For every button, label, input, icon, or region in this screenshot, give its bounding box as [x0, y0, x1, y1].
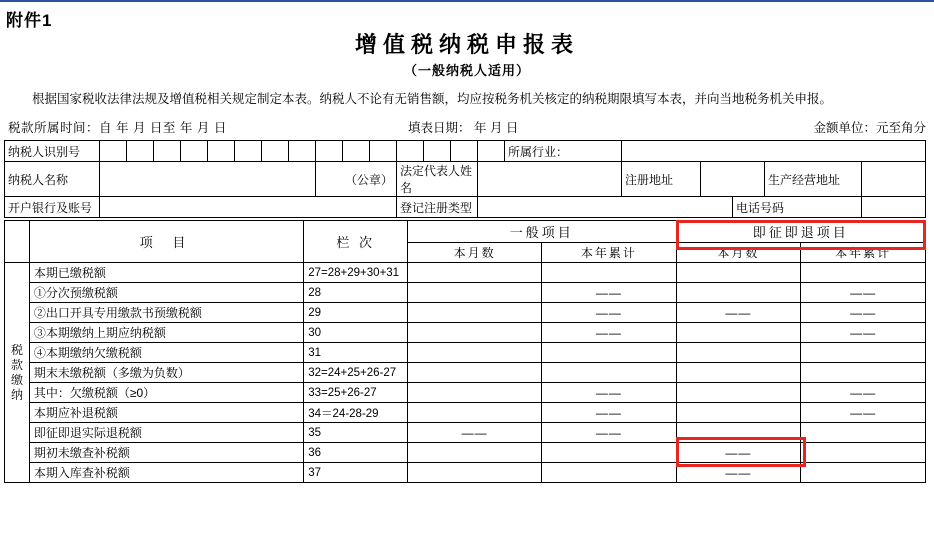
taxpayer-id-box-7[interactable]	[262, 141, 289, 162]
amount-unit-label: 金额单位：元至角分	[813, 121, 926, 135]
cell-general-month[interactable]	[408, 283, 542, 303]
row-lan: 29	[304, 303, 408, 323]
row-lan: 28	[304, 283, 408, 303]
cell-refund-month[interactable]	[676, 363, 801, 383]
taxpayer-id-box-12[interactable]	[397, 141, 424, 162]
table-row	[5, 443, 926, 463]
page-title: 增值税纳税申报表	[354, 32, 579, 58]
industry-label: 所属行业：	[505, 141, 622, 162]
cell-refund-year[interactable]: ——	[801, 383, 926, 403]
cell-refund-year[interactable]	[801, 343, 926, 363]
table-row	[5, 323, 926, 343]
top-divider	[0, 0, 934, 2]
row-item-label: ④本期缴纳欠缴税额	[29, 343, 303, 363]
cell-general-year[interactable]	[542, 263, 676, 283]
cell-general-month[interactable]	[408, 263, 542, 283]
taxpayer-id-box-15[interactable]	[478, 141, 505, 162]
cell-general-year[interactable]	[542, 443, 676, 463]
phone-label: 电话号码	[733, 197, 862, 218]
header-fields-table	[4, 140, 926, 218]
taxpayer-id-box-13[interactable]	[424, 141, 451, 162]
column-group-refund: 即征即退项目	[676, 221, 925, 243]
phone-value[interactable]	[862, 197, 926, 218]
cell-general-year[interactable]: ——	[542, 323, 676, 343]
cell-general-month[interactable]: ——	[408, 423, 542, 443]
cell-refund-year[interactable]	[801, 423, 926, 443]
registration-type-value[interactable]	[478, 197, 733, 218]
row-item-label: 期末未缴税额（多缴为负数）	[29, 363, 303, 383]
bank-account-value[interactable]	[100, 197, 397, 218]
cell-general-month[interactable]	[408, 323, 542, 343]
row-item-label: 本期应补退税额	[29, 403, 303, 423]
side-label-text: 税款缴纳	[10, 342, 23, 402]
taxpayer-id-box-3[interactable]	[154, 141, 181, 162]
cell-refund-month[interactable]	[676, 343, 801, 363]
taxpayer-name-value[interactable]	[100, 162, 316, 197]
table-row	[5, 303, 926, 323]
registration-type-label: 登记注册类型	[397, 197, 478, 218]
tax-period-label: 税款所属时间：自 年 月 日至 年 月 日	[8, 121, 227, 135]
main-data-table	[4, 220, 926, 483]
table-row	[5, 197, 926, 218]
table-row	[5, 383, 926, 403]
row-item-label: 期初未缴查补税额	[29, 443, 303, 463]
cell-refund-year[interactable]	[801, 263, 926, 283]
table-row	[5, 162, 926, 197]
subheader-refund-year: 本年累计	[801, 243, 926, 263]
taxpayer-id-box-6[interactable]	[235, 141, 262, 162]
cell-refund-month[interactable]	[676, 263, 801, 283]
row-lan: 35	[304, 423, 408, 443]
taxpayer-id-box-4[interactable]	[181, 141, 208, 162]
cell-refund-month[interactable]	[676, 423, 801, 443]
cell-refund-month[interactable]: ——	[676, 303, 801, 323]
cell-refund-month[interactable]	[676, 323, 801, 343]
cell-refund-year[interactable]: ——	[801, 323, 926, 343]
cell-general-month[interactable]	[408, 363, 542, 383]
cell-general-year[interactable]	[542, 463, 676, 483]
cell-refund-month[interactable]	[676, 283, 801, 303]
table-row	[5, 283, 926, 303]
business-address-label: 生产经营地址	[765, 162, 862, 197]
meta-row	[8, 118, 926, 136]
row-item-label: 其中：欠缴税额（≥0）	[29, 383, 303, 403]
cell-general-year[interactable]: ——	[542, 303, 676, 323]
subheader-refund-month: 本月数	[676, 243, 801, 263]
table-row	[5, 423, 926, 443]
cell-general-month[interactable]	[408, 403, 542, 423]
cell-general-year[interactable]	[542, 363, 676, 383]
row-lan: 30	[304, 323, 408, 343]
cell-refund-month[interactable]	[676, 383, 801, 403]
row-lan: 36	[304, 443, 408, 463]
cell-general-month[interactable]	[408, 443, 542, 463]
legal-rep-value[interactable]	[478, 162, 622, 197]
cell-refund-year[interactable]: ——	[801, 283, 926, 303]
cell-refund-year[interactable]	[801, 463, 926, 483]
cell-general-month[interactable]	[408, 383, 542, 403]
row-item-label: 本期入库查补税额	[29, 463, 303, 483]
taxpayer-id-box-9[interactable]	[316, 141, 343, 162]
cell-general-month[interactable]	[408, 303, 542, 323]
cell-refund-month[interactable]: ——	[676, 443, 801, 463]
row-lan: 27=28+29+30+31	[304, 263, 408, 283]
column-group-general: 一般项目	[408, 221, 677, 243]
page-subtitle: （一般纳税人适用）	[403, 63, 530, 78]
row-lan: 32=24+25+26-27	[304, 363, 408, 383]
row-lan: 37	[304, 463, 408, 483]
cell-refund-year[interactable]	[801, 443, 926, 463]
table-row	[5, 463, 926, 483]
cell-general-year[interactable]: ——	[542, 383, 676, 403]
row-item-label: ③本期缴纳上期应纳税额	[29, 323, 303, 343]
cell-refund-year[interactable]	[801, 363, 926, 383]
row-lan: 33=25+26-27	[304, 383, 408, 403]
taxpayer-name-label: 纳税人名称	[5, 162, 100, 197]
row-lan: 31	[304, 343, 408, 363]
cell-refund-year[interactable]: ——	[801, 403, 926, 423]
intro-paragraph: 根据国家税收法律法规及增值税相关规定制定本表。纳税人不论有无销售额，均应按税务机关核定的纳税期限填写本表，并向当地税务机关申报。	[32, 92, 833, 106]
column-header-lan: 栏 次	[304, 221, 408, 263]
fill-date-label: 填表日期： 年 月 日	[408, 121, 519, 135]
side-label-tax-payment	[5, 263, 30, 483]
taxpayer-id-box-10[interactable]	[343, 141, 370, 162]
table-row	[5, 263, 926, 283]
row-item-label: 即征即退实际退税额	[29, 423, 303, 443]
table-row	[5, 403, 926, 423]
table-row	[5, 141, 926, 162]
attachment-label: 附件1	[6, 11, 53, 30]
cell-general-month[interactable]	[408, 463, 542, 483]
taxpayer-id-box-1[interactable]	[100, 141, 127, 162]
cell-refund-year[interactable]: ——	[801, 303, 926, 323]
row-item-label: ②出口开具专用缴款书预缴税额	[29, 303, 303, 323]
cell-refund-month[interactable]: ——	[676, 463, 801, 483]
cell-general-month[interactable]	[408, 343, 542, 363]
taxpayer-id-label: 纳税人识别号	[5, 141, 100, 162]
cell-general-year[interactable]: ——	[542, 283, 676, 303]
row-item-label: 本期已缴税额	[29, 263, 303, 283]
table-header-row	[5, 221, 926, 243]
cell-refund-month-highlighted[interactable]	[676, 403, 801, 423]
taxpayer-id-box-8[interactable]	[289, 141, 316, 162]
registered-address-value[interactable]	[701, 162, 765, 197]
subheader-general-month: 本月数	[408, 243, 542, 263]
row-item-label: ①分次预缴税额	[29, 283, 303, 303]
cell-general-year[interactable]	[542, 343, 676, 363]
column-header-item: 项 目	[29, 221, 303, 263]
taxpayer-id-box-14[interactable]	[451, 141, 478, 162]
cell-general-year[interactable]: ——	[542, 423, 676, 443]
taxpayer-id-box-11[interactable]	[370, 141, 397, 162]
row-lan: 34＝24-28-29	[304, 403, 408, 423]
industry-value[interactable]	[622, 141, 926, 162]
side-section-spacer	[5, 221, 30, 263]
table-row	[5, 363, 926, 383]
official-seal-label: （公章）	[316, 162, 397, 197]
registered-address-label: 注册地址	[622, 162, 701, 197]
subheader-general-year: 本年累计	[542, 243, 676, 263]
taxpayer-id-box-2[interactable]	[127, 141, 154, 162]
table-row	[5, 343, 926, 363]
legal-rep-label: 法定代表人姓名	[397, 162, 478, 197]
cell-general-year[interactable]: ——	[542, 403, 676, 423]
bank-account-label: 开户银行及账号	[5, 197, 100, 218]
taxpayer-id-box-5[interactable]	[208, 141, 235, 162]
business-address-value[interactable]	[862, 162, 926, 197]
